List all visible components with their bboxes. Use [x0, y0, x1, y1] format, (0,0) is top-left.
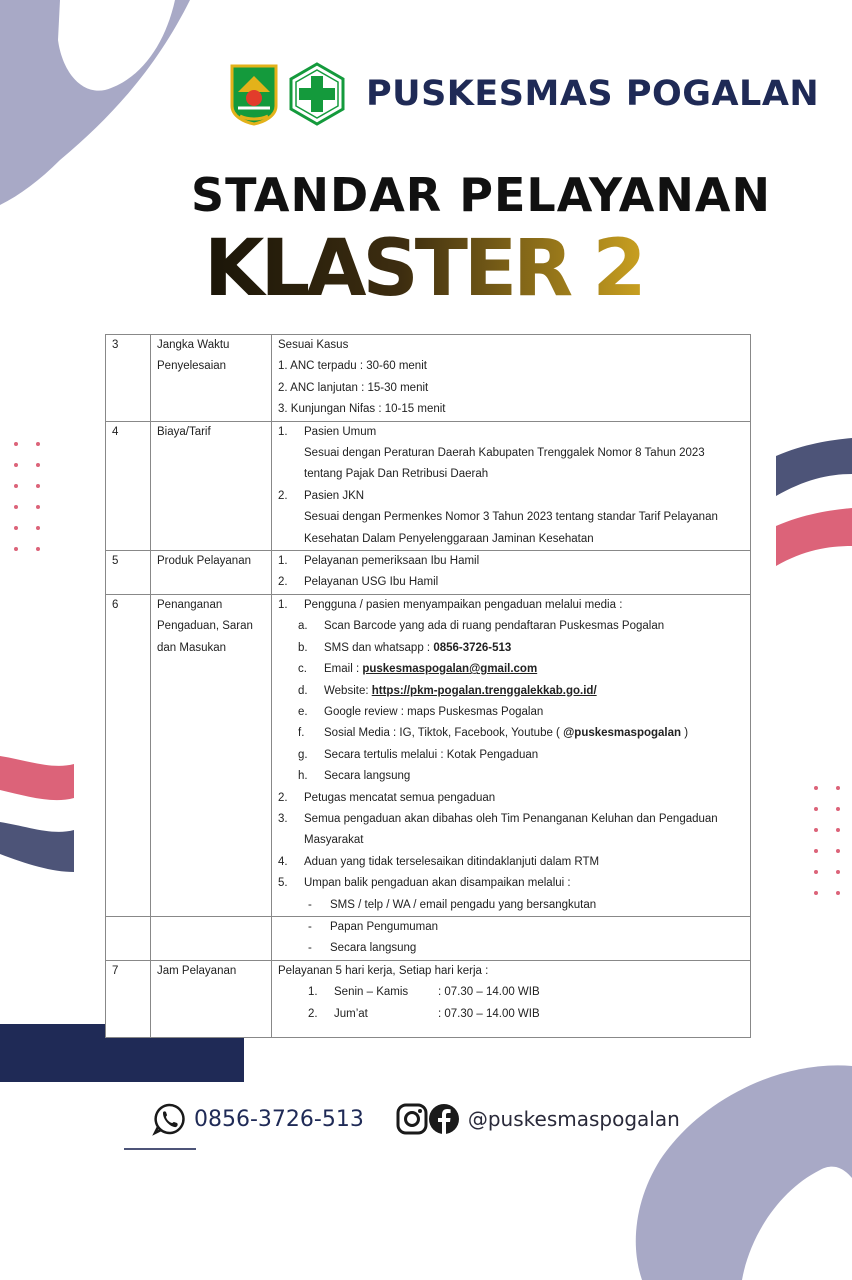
- table-row: [106, 916, 751, 960]
- deco-right-waves: [776, 438, 852, 578]
- dash-marker: -: [308, 898, 312, 911]
- text-line: Masyarakat: [304, 834, 364, 847]
- list-item: Pasien Umum: [304, 425, 377, 438]
- list-item: Pelayanan USG Ibu Hamil: [304, 576, 439, 589]
- table-row: [106, 960, 751, 1037]
- row-label: Pengaduan, Saran: [157, 620, 253, 633]
- schedule-time: : 07.30 – 14.00 WIB: [438, 1007, 540, 1020]
- list-item: Pelayanan pemeriksaan Ibu Hamil: [304, 555, 480, 568]
- list-marker: b.: [298, 641, 308, 654]
- brand-title: PUSKESMAS POGALAN: [366, 74, 820, 114]
- list-item: Secara langsung: [324, 770, 411, 783]
- text-line: tentang Pajak Dan Retribusi Daerah: [304, 468, 489, 481]
- table-row: [106, 421, 751, 550]
- footer-social-handle: @puskesmaspogalan: [467, 1107, 680, 1131]
- list-item: Google review : maps Puskesmas Pogalan: [324, 705, 544, 718]
- row-label: dan Masukan: [157, 641, 227, 654]
- list-marker: 2.: [278, 576, 288, 589]
- list-marker: h.: [298, 770, 308, 783]
- list-item: Secara tertulis melalui : Kotak Pengaduan: [324, 748, 539, 761]
- schedule-day: Senin – Kamis: [334, 986, 409, 999]
- title-line-2: KLASTER 2: [204, 224, 643, 314]
- service-standard-table: [105, 334, 751, 1038]
- text-line: 3. Kunjungan Nifas : 10-15 menit: [278, 403, 446, 416]
- row-label: Produk Pelayanan: [157, 555, 251, 568]
- list-item: Semua pengaduan akan dibahas oleh Tim Penanganan Keluhan dan Pengaduan: [304, 812, 718, 825]
- list-item: Website:: [324, 684, 372, 697]
- list-item: Petugas mencatat semua pengaduan: [304, 791, 496, 804]
- deco-left-waves: [0, 754, 74, 874]
- title-line-1: STANDAR PELAYANAN: [190, 168, 771, 222]
- list-marker: f.: [298, 727, 305, 740]
- table-row: [106, 335, 751, 422]
- list-item: SMS / telp / WA / email pengadu yang bersangkutan: [330, 898, 597, 911]
- list-item: Papan Pengumuman: [330, 920, 439, 933]
- row-number: 7: [112, 964, 119, 977]
- email-link[interactable]: puskesmaspogalan@gmail.com: [362, 663, 538, 676]
- social-handle: @puskesmaspogalan: [563, 727, 682, 740]
- kabupaten-emblem-icon: [228, 62, 280, 126]
- phone-number: 0856-3726-513: [433, 641, 512, 654]
- list-marker: 1.: [278, 598, 288, 611]
- list-marker: 1.: [278, 425, 288, 438]
- instagram-icon: [396, 1103, 428, 1135]
- list-marker: 1.: [278, 555, 288, 568]
- row-number: 4: [112, 425, 119, 438]
- list-marker: e.: [298, 705, 308, 718]
- table-row: [106, 551, 751, 595]
- list-marker: 2.: [278, 489, 288, 502]
- facebook-icon: [428, 1103, 460, 1135]
- schedule-time: : 07.30 – 14.00 WIB: [438, 986, 540, 999]
- row-label: Penyelesaian: [157, 360, 227, 373]
- row-label: Jam Pelayanan: [157, 964, 237, 977]
- row-label: Penanganan: [157, 598, 223, 611]
- list-item: Secara langsung: [330, 942, 417, 955]
- text-line: Sesuai Kasus: [278, 339, 349, 351]
- dash-marker: -: [308, 942, 312, 955]
- list-item: Pengguna / pasien menyampaikan pengaduan melalui media :: [304, 598, 623, 611]
- list-marker: 1.: [308, 986, 318, 999]
- text-line: 1. ANC terpadu : 30-60 menit: [278, 360, 427, 373]
- row-label: Biaya/Tarif: [157, 425, 211, 438]
- list-item: SMS dan whatsapp :: [324, 641, 434, 654]
- list-marker: c.: [298, 663, 307, 676]
- whatsapp-icon: [152, 1102, 186, 1136]
- schedule-day: Jum’at: [334, 1007, 368, 1020]
- dash-marker: -: [308, 920, 312, 933]
- list-item: Scan Barcode yang ada di ruang pendaftaran Puskesmas Pogalan: [324, 620, 665, 633]
- puskesmas-cross-icon: [288, 62, 346, 126]
- website-link[interactable]: https://pkm-pogalan.trenggalekkab.go.id/: [371, 684, 597, 697]
- text-line: 2. ANC lanjutan : 15-30 menit: [278, 381, 429, 394]
- deco-bottom-right-blob: [630, 1060, 852, 1280]
- list-marker: 2.: [278, 791, 288, 804]
- list-item-tail: ): [681, 727, 689, 740]
- header: [228, 62, 819, 126]
- list-marker: 5.: [278, 877, 288, 890]
- text-line: Pelayanan 5 hari kerja, Setiap hari kerja :: [278, 964, 489, 977]
- list-item: Aduan yang tidak terselesaikan ditindaklanjuti dalam RTM: [304, 855, 600, 868]
- text-line: Sesuai dengan Peraturan Daerah Kabupaten Trenggalek Nomor 8 Tahun 2023: [304, 447, 705, 460]
- list-marker: d.: [298, 684, 308, 697]
- deco-dots-left: [12, 438, 52, 558]
- list-item: Umpan balik pengaduan akan disampaikan melalui :: [304, 877, 571, 890]
- row-label: Jangka Waktu: [157, 339, 230, 351]
- list-item: Email :: [324, 663, 363, 676]
- table-row: [106, 594, 751, 916]
- list-item: Sosial Media : IG, Tiktok, Facebook, Youtube (: [324, 727, 564, 740]
- text-line: Kesehatan Dalam Penyelenggaraan Jaminan Kesehatan: [304, 532, 594, 545]
- text-line: Sesuai dengan Permenkes Nomor 3 Tahun 2023 tentang standar Tarif Pelayanan: [304, 511, 718, 524]
- row-number: 3: [112, 339, 119, 351]
- list-item: Pasien JKN: [304, 489, 365, 502]
- list-marker: 4.: [278, 855, 288, 868]
- deco-underline: [124, 1148, 196, 1150]
- list-marker: 2.: [308, 1007, 318, 1020]
- list-marker: a.: [298, 620, 308, 633]
- list-marker: 3.: [278, 812, 288, 825]
- row-number: 5: [112, 555, 119, 568]
- footer-phone: 0856-3726-513: [194, 1106, 364, 1132]
- row-number: 6: [112, 598, 119, 611]
- list-marker: g.: [298, 748, 308, 761]
- deco-dots-right: [812, 782, 852, 902]
- footer-contacts: [152, 1102, 680, 1136]
